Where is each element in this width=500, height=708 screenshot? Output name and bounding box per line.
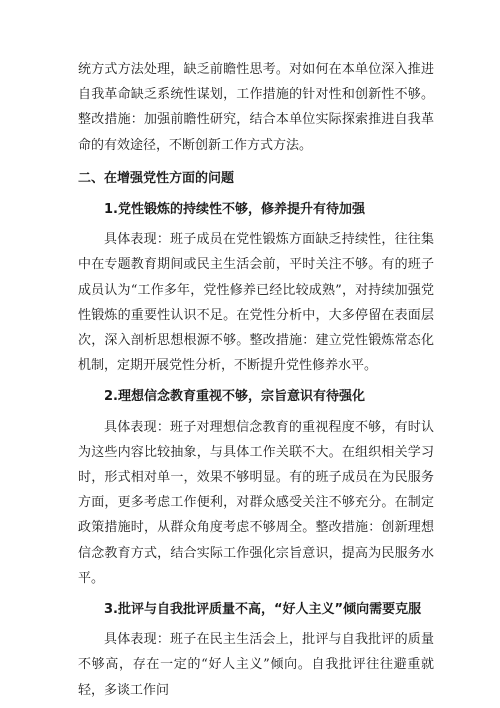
paragraph-3: 具体表现：班子在民主生活会上，批评与自我批评的质量不够高，存在一定的“好人主义”倾向。自我批评往往避重就轻，多谈工作问 <box>78 632 434 698</box>
document-page <box>78 57 434 703</box>
paragraph-continued: 统方式方法处理，缺乏前瞻性思考。对如何在本单位深入推进自我革命缺乏系统性谋划，工作措施的针对性和创新性不够。整改措施：加强前瞻性研究，结合本单位实际探索推进自我革命的有效途径，不断创新工作方式方法。 <box>78 62 434 153</box>
subsection-heading-3: 3.批评与自我批评质量不高，“好人主义”倾向需要克服 <box>104 602 422 618</box>
subsection-heading-2: 2.理想信念教育重视不够，宗旨意识有待强化 <box>104 389 365 405</box>
section-heading: 二、在增强党性方面的问题 <box>78 170 235 186</box>
paragraph-1: 具体表现：班子成员在党性锻炼方面缺乏持续性，往往集中在专题教育期间或民主生活会前，平时关注不够。有的班子成员认为“工作多年，党性修养已经比较成熟”，对持续加强党性锻炼的重要性认识不足。在党性分析中，大多停留在表面层次，深入剖析思想根源不够。整改措施：建立党性锻炼常态化机制，定期开展党性分析，不断提升党性修养水平。 <box>78 232 434 374</box>
paragraph-2: 具体表现：班子对理想信念教育的重视程度不够，有时认为这些内容比较抽象，与具体工作关联不大。在组织相关学习时，形式相对单一，效果不够明显。有的班子成员在为民服务方面，更多考虑工作便利，对群众感受关注不够充分。在制定政策措施时，从群众角度考虑不够周全。整改措施：创新理想信念教育方式，结合实际工作强化宗旨意识，提高为民服务水平。 <box>78 419 434 586</box>
subsection-heading-1: 1.党性锻炼的持续性不够，修养提升有待加强 <box>104 202 365 218</box>
